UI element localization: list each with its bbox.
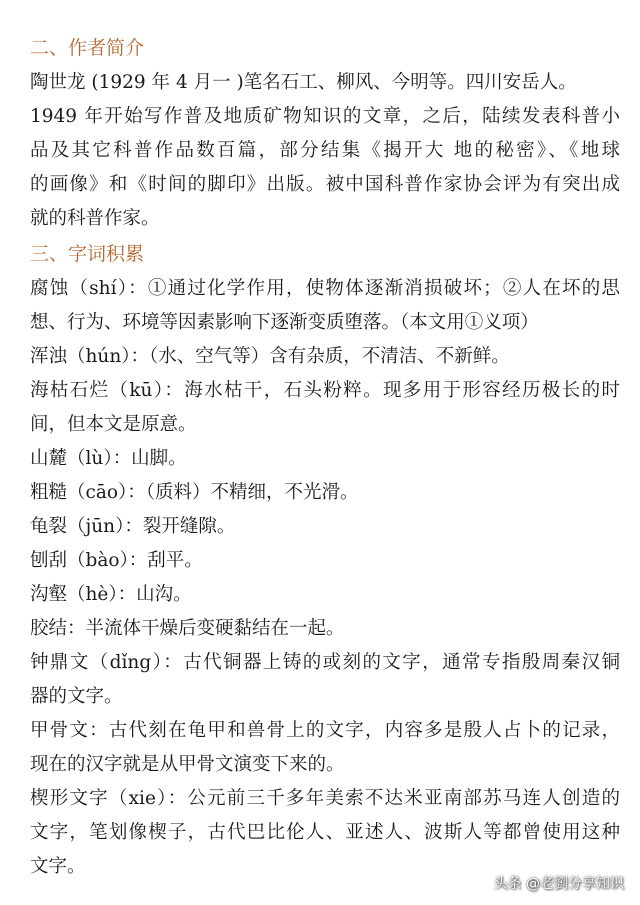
vocab-line: 甲骨文：古代刻在龟甲和兽骨上的文字，内容多是殷人占卜的记录， bbox=[30, 720, 620, 741]
author-line: 就的科普作家。 bbox=[30, 208, 160, 229]
vocab-line: 间，但本文是原意。 bbox=[30, 414, 197, 435]
vocab-line: 器的文字。 bbox=[30, 686, 123, 707]
vocab-list bbox=[30, 272, 620, 884]
vocab-line: 楔形文字（xie）：公元前三千多年美索不达米亚南部苏马连人创造的 bbox=[30, 788, 620, 809]
vocab-line: 沟壑（hè）：山沟。 bbox=[30, 584, 192, 605]
vocab-line: 现在的汉字就是从甲骨文演变下来的。 bbox=[30, 754, 345, 775]
vocab-line: 胶结：半流体干燥后变硬黏结在一起。 bbox=[30, 618, 345, 639]
vocab-line: 想、行为、环境等因素影响下逐渐变质堕落。（本文用①义项） bbox=[30, 312, 539, 333]
section-heading-author: 二、作者简介 bbox=[30, 37, 145, 59]
vocab-line: 浑浊（hún）：（水、空气等）含有杂质，不清洁、不新鲜。 bbox=[30, 346, 510, 367]
vocab-line: 文字，笔划像楔子，古代巴比伦人、亚述人、波斯人等都曾使用这种 bbox=[30, 822, 620, 843]
vocab-line: 钟鼎文（dǐng）：古代铜器上铸的或刻的文字，通常专指殷周秦汉铜 bbox=[30, 652, 620, 673]
vocab-line: 山麓（lù）：山脚。 bbox=[30, 448, 187, 469]
section-heading-vocab: 三、字词积累 bbox=[30, 243, 145, 265]
author-line: 品及其它科普作品数百篇，部分结集《揭开大 地的秘密》、《地球 bbox=[30, 140, 620, 161]
author-paragraph bbox=[30, 66, 620, 236]
vocab-line: 腐蚀（shí）：①通过化学作用，使物体逐渐消损破坏；②人在坏的思 bbox=[30, 278, 620, 299]
vocab-line: 刨刮（bào）：刮平。 bbox=[30, 550, 203, 571]
author-line: 1949 年开始写作普及地质矿物知识的文章，之后，陆续发表科普小 bbox=[30, 106, 620, 127]
vocab-line: 海枯石烂（kū）：海水枯干，石头粉粹。现多用于形容经历极长的时 bbox=[30, 380, 620, 401]
author-line: 陶世龙 (1929 年 4 月一 )笔名石工、柳风、今明等。四川安岳人。 bbox=[30, 72, 577, 93]
vocab-line: 文字。 bbox=[30, 856, 86, 877]
vocab-line: 龟裂（jūn）：裂开缝隙。 bbox=[30, 516, 236, 537]
document-page bbox=[30, 30, 620, 884]
watermark: 头条 @老劉分享知识 bbox=[493, 876, 624, 892]
author-line: 的画像》和《时间的脚印》出版。被中国科普作家协会评为有突出成 bbox=[30, 174, 620, 195]
vocab-line: 粗糙（cāo）：（质料）不精细，不光滑。 bbox=[30, 482, 359, 503]
